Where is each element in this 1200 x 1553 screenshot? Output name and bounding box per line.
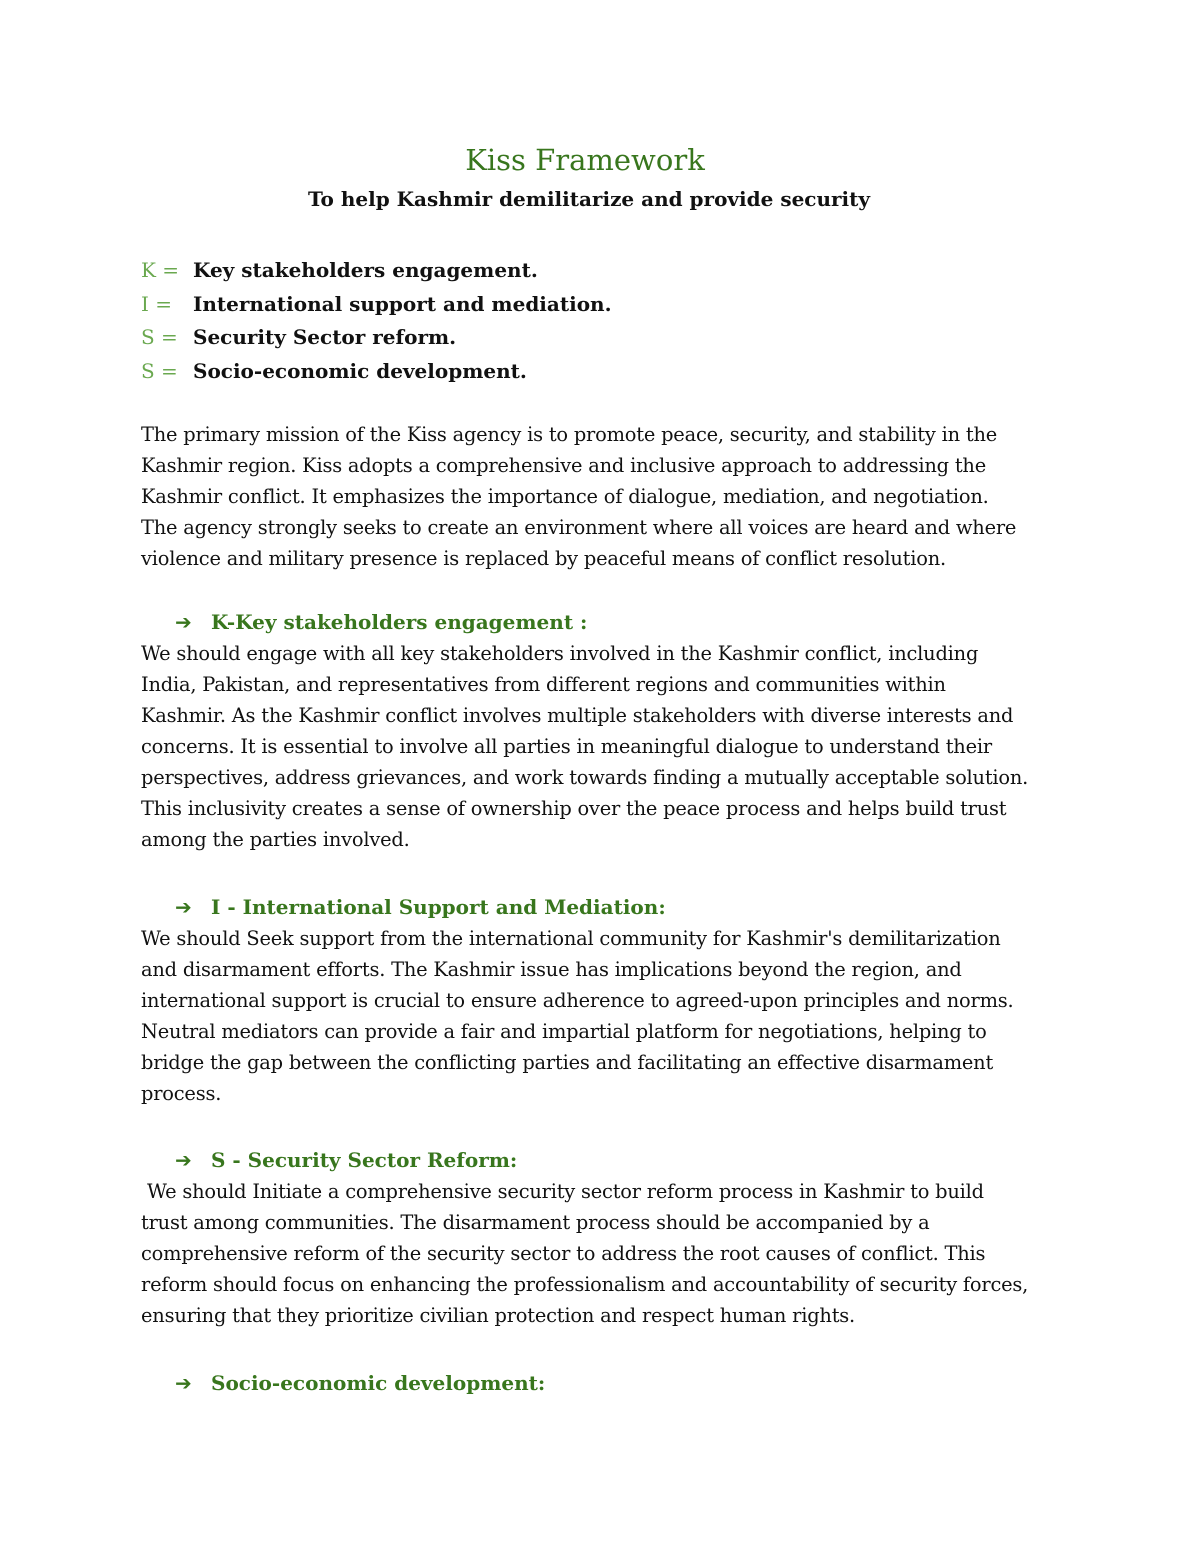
acronym-meaning: Key stakeholders engagement. — [193, 258, 538, 282]
section-heading-text: K-Key stakeholders engagement : — [211, 610, 588, 634]
document-title: Kiss Framework — [465, 143, 705, 177]
paragraph-line: Kashmir conflict. It emphasizes the importance of dialogue, mediation, and negotiation. — [141, 485, 989, 508]
intro-paragraph — [141, 419, 1061, 574]
section-heading-s — [175, 1145, 517, 1175]
arrow-right-icon: ➔ — [175, 610, 192, 634]
section-heading-text: Socio-economic development: — [211, 1371, 546, 1395]
paragraph-line: This inclusivity creates a sense of ownership over the peace process and helps build trust — [141, 797, 1007, 820]
section-heading-socio — [175, 1368, 545, 1398]
paragraph-line: Kashmir region. Kiss adopts a comprehensive and inclusive approach to addressing the — [141, 454, 986, 477]
acronym-letter: I = — [141, 291, 173, 316]
paragraph-line: Kashmir. As the Kashmir conflict involves multiple stakeholders with diverse interests and — [141, 704, 1014, 727]
section-heading-k — [175, 607, 587, 637]
acronym-letter: S = — [141, 358, 178, 383]
acronym-letter: S = — [141, 325, 178, 349]
paragraph-line: violence and military presence is replaced by peaceful means of conflict resolution. — [141, 547, 946, 570]
section-heading-i — [175, 892, 666, 922]
acronym-letter: K = — [141, 258, 180, 282]
arrow-right-icon: ➔ — [175, 895, 192, 919]
document-subtitle: To help Kashmir demilitarize and provide security — [307, 187, 871, 211]
section-heading-text: S - Security Sector Reform: — [211, 1148, 518, 1172]
paragraph-line: The primary mission of the Kiss agency is to promote peace, security, and stability in the — [141, 423, 998, 446]
acronym-item — [141, 323, 612, 357]
paragraph-line: trust among communities. The disarmament process should be accompanied by a — [141, 1211, 930, 1234]
paragraph-line: Neutral mediators can provide a fair and impartial platform for negotiations, helping to — [141, 1020, 987, 1043]
paragraph-line: bridge the gap between the conflicting parties and facilitating an effective disarmament — [141, 1051, 994, 1074]
paragraph-line: We should engage with all key stakeholders involved in the Kashmir conflict, including — [141, 642, 979, 665]
section-paragraph-s — [141, 1176, 1061, 1331]
paragraph-line: among the parties involved. — [141, 828, 410, 851]
paragraph-line: We should Seek support from the international community for Kashmir's demilitarization — [141, 927, 1001, 950]
paragraph-line: and disarmament efforts. The Kashmir issue has implications beyond the region, and — [141, 958, 962, 981]
acronym-meaning: Socio-economic development. — [193, 358, 527, 383]
acronym-item — [141, 256, 612, 290]
paragraph-line: The agency strongly seeks to create an environment where all voices are heard and where — [141, 516, 1017, 539]
section-heading-text: I - International Support and Mediation: — [211, 895, 666, 919]
arrow-right-icon: ➔ — [175, 1148, 192, 1172]
acronym-meaning: International support and mediation. — [193, 291, 612, 316]
acronym-item — [141, 357, 612, 391]
paragraph-line: concerns. It is essential to involve all parties in meaningful dialogue to understand their — [141, 735, 992, 758]
paragraph-line: reform should focus on enhancing the professionalism and accountability of security forces, — [141, 1273, 1029, 1296]
acronym-item — [141, 290, 612, 324]
arrow-right-icon: ➔ — [175, 1371, 192, 1395]
paragraph-line: We should Initiate a comprehensive security sector reform process in Kashmir to build — [141, 1180, 984, 1203]
section-paragraph-k — [141, 638, 1061, 855]
paragraph-line: ensuring that they prioritize civilian protection and respect human rights. — [141, 1304, 856, 1327]
paragraph-line: international support is crucial to ensure adherence to agreed-upon principles and norms. — [141, 989, 1014, 1012]
paragraph-line: India, Pakistan, and representatives from different regions and communities within — [141, 673, 946, 696]
acronym-list — [141, 256, 612, 390]
paragraph-line: process. — [141, 1082, 222, 1105]
paragraph-line: comprehensive reform of the security sector to address the root causes of conflict. This — [141, 1242, 986, 1265]
paragraph-line: perspectives, address grievances, and work towards finding a mutually acceptable solution. — [141, 766, 1029, 789]
section-paragraph-i — [141, 923, 1061, 1109]
acronym-meaning: Security Sector reform. — [193, 325, 457, 349]
